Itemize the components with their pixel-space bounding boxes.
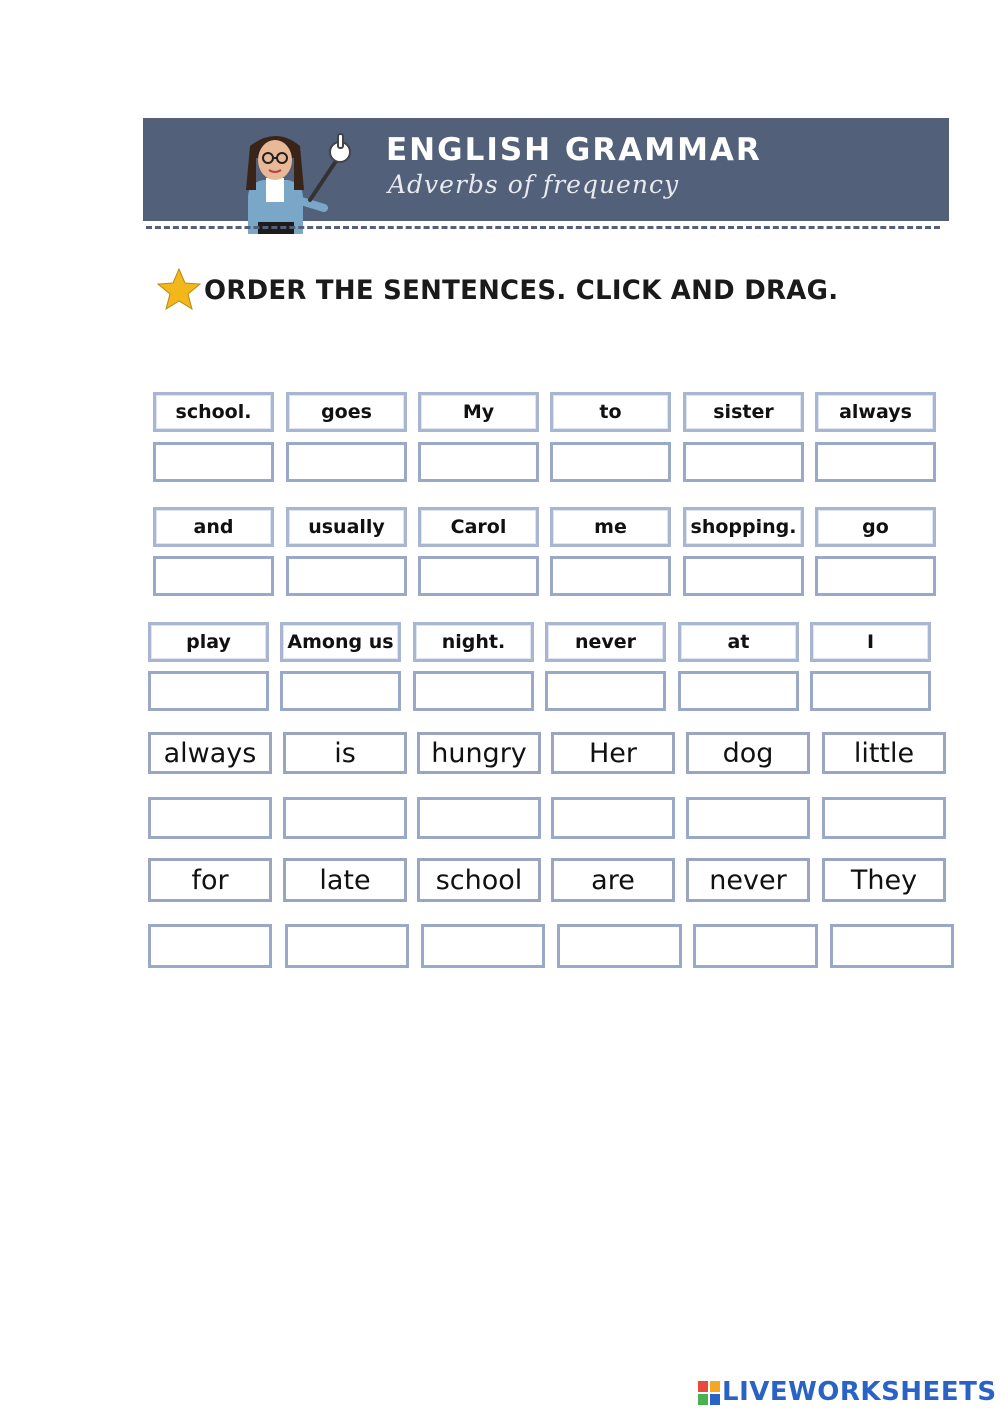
word-tile[interactable]: to xyxy=(550,392,671,432)
word-tile[interactable]: My xyxy=(418,392,539,432)
word-tile[interactable]: always xyxy=(148,732,272,774)
header-title: ENGLISH GRAMMAR xyxy=(386,132,762,168)
drop-slot[interactable] xyxy=(418,556,539,596)
drop-slot[interactable] xyxy=(830,924,954,968)
liveworksheets-icon xyxy=(698,1381,720,1405)
header-subtitle: Adverbs of frequency xyxy=(388,170,680,199)
word-tile[interactable]: never xyxy=(545,622,666,662)
drop-slot[interactable] xyxy=(557,924,682,968)
word-tile[interactable]: school. xyxy=(153,392,274,432)
word-tile[interactable]: hungry xyxy=(417,732,541,774)
drop-slot[interactable] xyxy=(815,442,936,482)
drop-slot[interactable] xyxy=(683,442,804,482)
word-tile[interactable]: dog xyxy=(686,732,810,774)
drop-slot[interactable] xyxy=(421,924,545,968)
drop-slot[interactable] xyxy=(148,671,269,711)
drop-slot[interactable] xyxy=(686,797,810,839)
word-tile[interactable]: goes xyxy=(286,392,407,432)
word-tile[interactable]: are xyxy=(551,858,675,902)
word-tile[interactable]: always xyxy=(815,392,936,432)
word-tile[interactable]: never xyxy=(686,858,810,902)
word-tile[interactable]: play xyxy=(148,622,269,662)
drop-slot[interactable] xyxy=(148,797,272,839)
header-divider xyxy=(146,226,940,229)
word-tile[interactable]: and xyxy=(153,507,274,547)
word-tile[interactable]: I xyxy=(810,622,931,662)
drop-slot[interactable] xyxy=(693,924,818,968)
drop-slot[interactable] xyxy=(153,442,274,482)
drop-slot[interactable] xyxy=(417,797,541,839)
word-tile[interactable]: They xyxy=(822,858,946,902)
drop-slot[interactable] xyxy=(822,797,946,839)
word-tile[interactable]: is xyxy=(283,732,407,774)
star-icon xyxy=(157,268,201,310)
word-tile[interactable]: Her xyxy=(551,732,675,774)
word-tile[interactable]: Among us xyxy=(280,622,401,662)
drop-slot[interactable] xyxy=(550,556,671,596)
word-tile[interactable]: me xyxy=(550,507,671,547)
drop-slot[interactable] xyxy=(551,797,675,839)
drop-slot[interactable] xyxy=(285,924,409,968)
brand-name: LIVEWORKSHEETS xyxy=(722,1377,997,1407)
drop-slot[interactable] xyxy=(678,671,799,711)
word-tile[interactable]: at xyxy=(678,622,799,662)
drop-slot[interactable] xyxy=(418,442,539,482)
word-tile[interactable]: little xyxy=(822,732,946,774)
word-tile[interactable]: Carol xyxy=(418,507,539,547)
word-tile[interactable]: usually xyxy=(286,507,407,547)
drop-slot[interactable] xyxy=(545,671,666,711)
word-tile[interactable]: shopping. xyxy=(683,507,804,547)
drop-slot[interactable] xyxy=(413,671,534,711)
drop-slot[interactable] xyxy=(286,442,407,482)
drop-slot[interactable] xyxy=(683,556,804,596)
word-tile[interactable]: go xyxy=(815,507,936,547)
drop-slot[interactable] xyxy=(550,442,671,482)
instruction-text: ORDER THE SENTENCES. CLICK AND DRAG. xyxy=(204,275,839,306)
drop-slot[interactable] xyxy=(286,556,407,596)
drop-slot[interactable] xyxy=(148,924,272,968)
word-tile[interactable]: night. xyxy=(413,622,534,662)
drop-slot[interactable] xyxy=(810,671,931,711)
drop-slot[interactable] xyxy=(153,556,274,596)
word-tile[interactable]: for xyxy=(148,858,272,902)
drop-slot[interactable] xyxy=(280,671,401,711)
drop-slot[interactable] xyxy=(283,797,407,839)
pointer-hand-icon xyxy=(300,130,360,205)
word-tile[interactable]: late xyxy=(283,858,407,902)
word-tile[interactable]: school xyxy=(417,858,541,902)
word-tile[interactable]: sister xyxy=(683,392,804,432)
drop-slot[interactable] xyxy=(815,556,936,596)
